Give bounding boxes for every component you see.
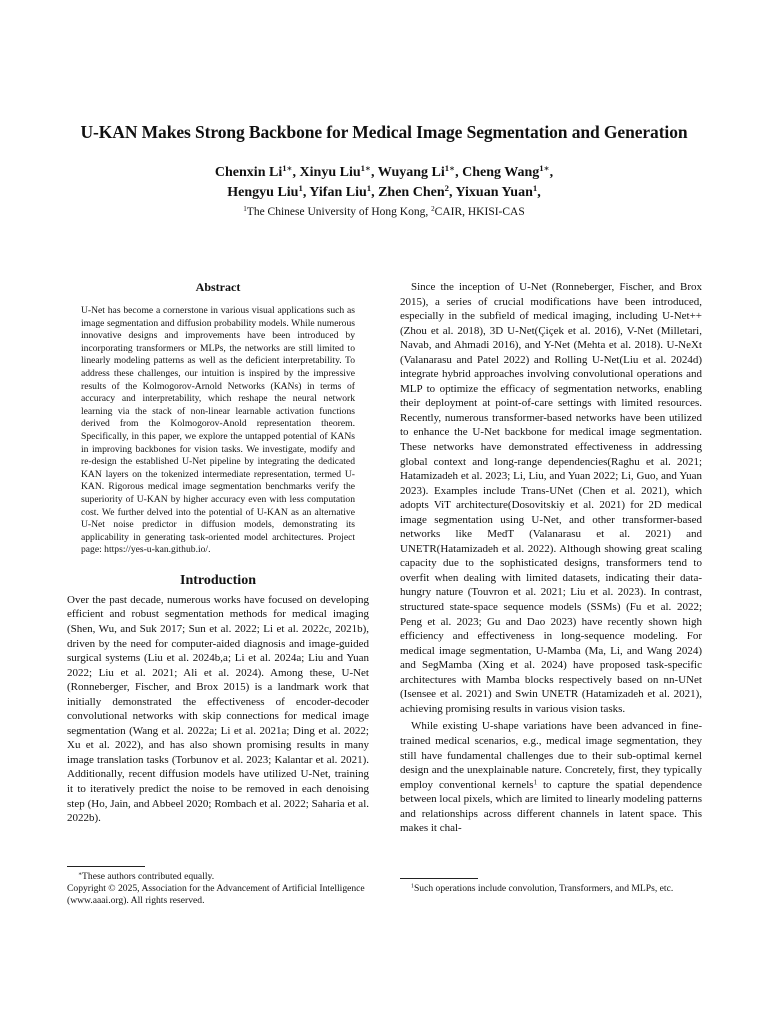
abstract-heading: Abstract (195, 280, 241, 294)
author-mark: 1∗ (360, 163, 371, 174)
author-mark: 1∗ (282, 163, 293, 174)
author-mark: 1 (532, 183, 538, 194)
author-mark: 2 (444, 183, 449, 194)
equal-contribution-footnote (67, 871, 369, 883)
footnotes-left (67, 866, 369, 908)
intro-paragraph-2: Since the inception of U-Net (Ronneberger, Fischer, and Brox 2015), a series of crucial modifications have been introduced, especially in the subfield of medical imaging, including U-Net++(Zhou et al. 2018), 3D U-Net(Çiçek et al. 2016), V-Net (Milletari, Navab, and Ahmadi 2016), and Y-Net (Mehta et al. 2018). U-NeXt (Valanarasu and Patel 2022) and Rolling U-Net(Liu et al. 2024d) integrate hybrid approaches involving convolutional operations and MLP to optimize the efficacy of segmentation networks, enabling their deployment at point-of-care settings with limited resources. Recently, numerous transformer-based networks have been utilized to enhance the U-Net backbone for medical image segmentation. These networks have demonstrated effectiveness in addressing global context and long-range dependencies(Raghu et al. 2021; Hatamizadeh et al. 2023; Li, Liu, and Yuan 2022; Li, Guo, and Yuan 2023). Examples include Trans-UNet (Chen et al. 2021), which adopts ViT architecture(Dosovitskiy et al. 2021) for 2D medical image segmentation using U-Net, and other transformer-based networks like MedT (Valanarasu et al. 2021) and UNETR(Hatamizadeh et al. 2022). Although showing great scaling capacity due to the sophisticated designs, transformers tend to overfit when dealing with limited datasets, indicating their data-hungry nature (Touvron et al. 2021; Liu et al. 2023). In contrast, structured state-space sequence models (SSMs) (Fu et al. 2022; Peng et al. 2023; Gu and Dao 2023) have recently shown high efficiency and effectiveness in long-sequence modeling. For medical image segmentation, U-Mamba (Ma, Li, and Wang 2024) and SegMamba (Xing et al. 2024) have proposed task-specific architectures with Mamba blocks respectively based on nn-UNet (Isensee et al. 2021) and Swin UNETR (Hatamizadeh et al. 2021), achieving promising results in various vision tasks. (400, 281, 702, 715)
author-name: Chenxin Li (214, 165, 283, 180)
author-mark: 1 (298, 183, 303, 194)
footnote-text: Such operations include convolution, Transformers, and MLPs, etc. (413, 883, 674, 894)
paragraph-text: to capture the spatial dependence between local pixels, which are limited to linearly modeling patterns and relationships across different channels in latent space. This makes it chal- (400, 778, 702, 835)
footnote-ref: 1 (533, 778, 537, 786)
author-mark: 1 (366, 183, 372, 194)
footnote-text: These authors contributed equally. (82, 871, 215, 882)
author-mark: 1∗ (539, 163, 550, 174)
affiliations (0, 206, 768, 218)
paper-title: U-KAN Makes Strong Backbone for Medical Image Segmentation and Generation (80, 122, 688, 142)
author-name: Zhen Chen (378, 185, 445, 200)
author-name: Yixuan Yuan (455, 185, 533, 200)
copyright-notice: Copyright © 2025, Association for the Advancement of Artificial Intelligence (www.aaai.org). All rights reserved. (67, 883, 365, 907)
author-name: Cheng Wang (462, 165, 540, 180)
affiliation-mark: 1 (243, 205, 247, 214)
author-name: Wuyang Li (377, 165, 445, 180)
footnote-mark: 1 (411, 883, 414, 890)
left-column (67, 280, 369, 826)
introduction-heading: Introduction (180, 572, 256, 588)
author-name: Yifan Liu (309, 185, 367, 200)
footnotes-right (400, 878, 702, 895)
abstract-text: U-Net has become a cornerstone in various visual applications such as image segmentation and diffusion probability models. While numerous innovative designs and improvements have been introduced by incorporating transformers or MLPs, the networks are still limited to linearly modeling patterns as well as the deficient interpretability. To address these challenges, our intuition is inspired by the impressive results of the Kolmogorov-Arnold Networks (KANs) in terms of accuracy and interpretability, which reshape the neural network learning via the stack of non-linear learnable activation functions derived from the Kolmogorov-Anold representation theorem. Specifically, in this paper, we explore the untapped potential of KANs in improving backbones for vision tasks. We investigate, modify and re-design the established U-Net pipeline by integrating the dedicated KAN layers on the tokenized intermediate representation, termed U-KAN. Rigorous medical image segmentation benchmarks verify the superiority of U-KAN by higher accuracy even with less computation cost. We further delved into the potential of U-KAN as an alternative U-Net noise predictor in diffusion models, demonstrating its applicability in generating task-oriented model architectures. Project page: https://yes-u-kan.github.io/. (81, 305, 355, 556)
right-column (400, 280, 702, 836)
author-line-1: Chenxin $Li^{1∗}$, Xinyu Liu$^{1∗}$, Wuyang $Li^{1∗}$, Cheng Wang$^{1∗}$, (214, 163, 554, 180)
author-mark: 1∗ (444, 163, 456, 174)
footnote-rule (67, 866, 145, 867)
author-name: Hengyu Liu (227, 185, 299, 200)
author-line-2: Hengyu Liu$^1$, Yifan Liu$^1$, Zhen Chen$^2$, Yixuan Yuan$^1$, (227, 183, 541, 200)
intro-paragraph-3 (400, 719, 702, 835)
footnote-1 (400, 883, 702, 895)
author-name: Xinyu Liu (299, 165, 361, 180)
author-list (0, 163, 768, 203)
intro-paragraph-1: Over the past decade, numerous works have focused on developing efficient and robust segmentation methods for medical imaging (Shen, Wu, and Suk 2017; Sun et al. 2022; Li et al. 2022c, 2021b), driven by the need for computer-aided diagnosis and image-guided surgical systems (Liu et al. 2024b,a; Li et al. 2024a; Liu and Yuan 2022; Liu et al. 2021; Ali et al. 2024). Among these, U-Net (Ronneberger, Fischer, and Brox 2015) is a landmark work that initially demonstrated the effectiveness of encoder-decoder convolutional networks with skip connections for medical image segmentation (Wang et al. 2022a; Li et al. 2021a; Ding et al. 2022; Xu et al. 2022), and has also shown promising results in many image translation tasks (Torbunov et al. 2023; Kalantar et al. 2021). Additionally, recent diffusion models have utilized U-Net, training it to iteratively predict the noise to be removed in each denoising step (Ho, Jain, and Abbeel 2020; Rombach et al. 2022; Saharia et al. 2022b). (67, 593, 369, 825)
footnote-mark: ∗ (78, 871, 83, 878)
affiliation-text: CAIR, HKISI-CAS (434, 206, 525, 218)
paragraph-text: While existing U-shape variations have been advanced in fine-trained medical scenarios, e.g., medical image segmentation, they still have fundamental challenges due to their sub-optimal kernel design and the unexplainable nature. Concretely, first, they typically employ conventional kernels (400, 720, 702, 791)
footnote-rule (400, 878, 478, 879)
affiliation-text: The Chinese University of Hong Kong, (246, 206, 432, 218)
affiliation-mark: 2 (431, 205, 435, 214)
